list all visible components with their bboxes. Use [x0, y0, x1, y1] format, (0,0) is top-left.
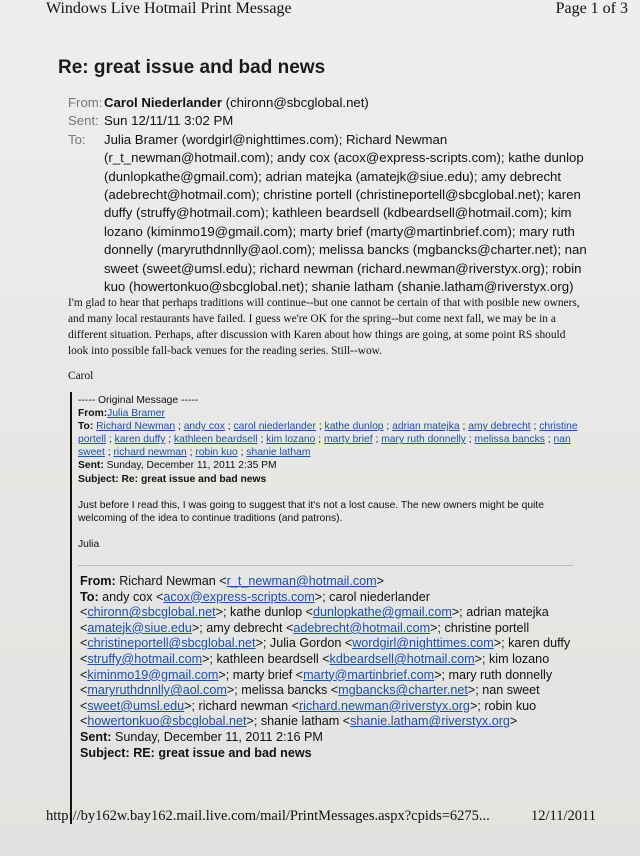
- sent-row: [68, 112, 588, 130]
- original-recipient-link[interactable]: amy debrecht: [468, 421, 531, 433]
- fwd-recipient-email-link[interactable]: mgbancks@charter.net: [338, 683, 468, 698]
- original-subject-row: [78, 473, 578, 486]
- original-to-label: To:: [78, 421, 94, 433]
- sent-label: Sent:: [68, 113, 99, 129]
- fwd-to-row: [80, 590, 578, 730]
- fwd-recipient-name: nan sweet: [482, 683, 540, 698]
- from-row: [68, 94, 588, 112]
- original-recipient-link[interactable]: karen duffy: [114, 434, 166, 446]
- original-subject-label: Subject:: [78, 473, 119, 485]
- message-header: [68, 94, 588, 296]
- from-name: Carol Niederlander: [104, 95, 222, 110]
- original-recipient-link[interactable]: nan sweet: [78, 434, 571, 459]
- to-label: To:: [68, 131, 86, 147]
- fwd-recipient-name: melissa bancks: [241, 683, 328, 698]
- fwd-recipient-name: kathe dunlop: [230, 605, 303, 620]
- fwd-sent-label: Sent:: [80, 729, 112, 744]
- fwd-recipient-name: Julia Gordon: [269, 636, 342, 651]
- from-value: [104, 94, 588, 112]
- original-sent-label: Sent:: [78, 460, 104, 472]
- print-header-title: Windows Live Hotmail Print Message: [46, 0, 292, 17]
- fwd-recipient-name: richard newman: [198, 698, 289, 713]
- quote-bar: [70, 392, 72, 824]
- original-recipient-link[interactable]: Richard Newman: [96, 421, 176, 433]
- fwd-subject-value: RE: great issue and bad news: [133, 745, 312, 760]
- fwd-from-name: Richard Newman: [119, 574, 216, 588]
- print-header-page-number: Page 1 of 3: [555, 0, 628, 17]
- fwd-recipient-email-link[interactable]: amatejk@siue.edu: [87, 620, 192, 635]
- message-subject: Re: great issue and bad news: [58, 57, 326, 78]
- fwd-recipient-name: andy cox: [102, 589, 153, 604]
- fwd-recipient-name: karen duffy: [508, 636, 571, 651]
- message-body: I'm glad to hear that perhaps traditions will continue--but one cannot be certain of that with posible new owners, and many local restaurants have failed. I guess we're OK for the spring--but come next fall, we may be in a different situation. Perhaps, after discussion with Karen about how things are going, at some point RS should look into possible fall-back venues for the reading series. Still--wow.: [68, 297, 580, 357]
- fwd-recipient-email-link[interactable]: maryruthdnnlly@aol.com: [87, 683, 227, 698]
- to-row: [68, 131, 588, 297]
- original-recipient-link[interactable]: kathleen beardsell: [174, 434, 258, 446]
- fwd-recipient-email-link[interactable]: kiminmo19@gmail.com: [87, 667, 219, 682]
- fwd-recipient-name: christine portell: [444, 620, 530, 635]
- original-subject-value: Re: great issue and bad news: [121, 473, 267, 485]
- fwd-recipient-email-link[interactable]: shanie.latham@riverstyx.org: [350, 714, 510, 729]
- fwd-recipient-email-link[interactable]: sweet@umsl.edu: [87, 698, 185, 713]
- fwd-to-list: andy cox <acox@express-scripts.com>; carol niederlander <chironn@sbcglobal.net>; kathe dunlop <dunlopkathe@gmail.com>; adrian matejka <amatejk@siue.edu>; amy debrecht <adebrecht@hotmail.com>; christine portell <christineportell@sbcglobal.net>; Julia Gordon <wordgirl@nighttimes.com>; karen duffy <struffy@hotmail.com>; kathleen beardsell <kdbeardsell@hotmail.com>; kim lozano <kiminmo19@gmail.com>; marty brief <marty@martinbrief.com>; mary ruth donnelly <maryruthdnnlly@aol.com>; melissa bancks <mgbancks@charter.net>; nan sweet <sweet@umsl.edu>; richard newman <richard.newman@riverstyx.org>; robin kuo <howertonkuo@sbcglobal.net>; shanie latham <shanie.latham@riverstyx.org>: [80, 589, 571, 729]
- original-sent-row: [78, 459, 578, 472]
- original-from-row: [78, 407, 578, 420]
- fwd-from-label: From:: [80, 574, 116, 588]
- divider: [78, 565, 573, 566]
- original-recipient-link[interactable]: mary ruth donnelly: [381, 434, 466, 446]
- fwd-recipient-email-link[interactable]: acox@express-scripts.com: [163, 589, 315, 604]
- fwd-recipient-email-link[interactable]: adebrecht@hotmail.com: [293, 620, 431, 635]
- original-to-list: Richard Newman ; andy cox ; carol niederlander ; kathe dunlop ; adrian matejka ; amy debrecht ; christine portell ; karen duffy ; kathleen beardsell ; kim lozano ; marty brief ; mary ruth donnelly ; melissa bancks ; nan sweet ; richard newman ; robin kuo ; shanie latham: [78, 421, 578, 459]
- original-from-link[interactable]: Julia Bramer: [107, 408, 165, 420]
- original-recipient-link[interactable]: andy cox: [183, 421, 225, 433]
- sent-value: Sun 12/11/11 3:02 PM: [104, 113, 234, 129]
- original-to-row: [78, 420, 578, 459]
- fwd-recipient-email-link[interactable]: marty@martinbrief.com: [303, 667, 435, 682]
- original-message: [78, 394, 578, 551]
- fwd-recipient-email-link[interactable]: richard.newman@riverstyx.org: [298, 698, 470, 713]
- original-recipient-link[interactable]: melissa bancks: [474, 434, 545, 446]
- to-recipients: Julia Bramer (wordgirl@nighttimes.com); Richard Newman (r_t_newman@hotmail.com); andy cox (acox@express-scripts.com); kathe dunlop (dunlopkathe@gmail.com); adrian matejka (amatejk@siue.edu); amy debrecht (adebrecht@hotmail.com); christine portell (christineportell@sbcglobal.net); karen duffy (struffy@hotmail.com); kathleen beardsell (kdbeardsell@hotmail.com); kim lozano (kiminmo19@gmail.com); marty brief (marty@martinbrief.com); mary ruth donnelly (maryruthdnnlly@aol.com); melissa bancks (mgbancks@charter.net); nan sweet (sweet@umsl.edu); richard newman (richard.newman@riverstyx.org); robin kuo (howertonkuo@sbcglobal.net); shanie latham (shanie.latham@riverstyx.org): [104, 131, 587, 295]
- from-email: (chironn@sbcglobal.net): [225, 95, 369, 110]
- original-body: Just before I read this, I was going to suggest that it's not a lost cause. The new owners might be quite welcoming of the idea to continue traditions (and patrons).: [78, 499, 544, 524]
- original-recipient-link[interactable]: adrian matejka: [392, 421, 460, 433]
- fwd-recipient-email-link[interactable]: dunlopkathe@gmail.com: [313, 605, 452, 620]
- original-recipient-link[interactable]: richard newman: [113, 447, 187, 459]
- fwd-sent-value: Sunday, December 11, 2011 2:16 PM: [114, 729, 323, 744]
- original-message-header: ----- Original Message -----: [78, 395, 199, 406]
- fwd-recipient-name: robin kuo: [484, 698, 537, 713]
- fwd-recipient-name: kim lozano: [489, 651, 550, 666]
- original-recipient-link[interactable]: marty brief: [323, 434, 373, 446]
- fwd-from-row: From: Richard Newman <r_t_newman@hotmail.com>: [80, 574, 384, 588]
- from-label: From:: [68, 95, 103, 110]
- fwd-recipient-email-link[interactable]: kdbeardsell@hotmail.com: [329, 651, 475, 666]
- fwd-from-email-link[interactable]: r_t_newman@hotmail.com: [226, 574, 377, 588]
- original-recipient-link[interactable]: robin kuo: [195, 447, 238, 459]
- fwd-recipient-name: shanie latham: [260, 714, 340, 729]
- fwd-recipient-email-link[interactable]: chironn@sbcglobal.net: [87, 605, 216, 620]
- fwd-recipient-name: amy debrecht: [206, 620, 283, 635]
- original-recipient-link[interactable]: christine portell: [78, 421, 578, 446]
- fwd-recipient-email-link[interactable]: struffy@hotmail.com: [87, 651, 203, 666]
- print-footer-url: http://by162w.bay162.mail.live.com/mail/PrintMessages.aspx?cpids=6275...: [46, 808, 490, 824]
- original-recipient-link[interactable]: kathe dunlop: [324, 421, 384, 433]
- fwd-recipient-email-link[interactable]: wordgirl@nighttimes.com: [352, 636, 494, 651]
- fwd-recipient-name: kathleen beardsell: [216, 651, 319, 666]
- fwd-recipient-email-link[interactable]: howertonkuo@sbcglobal.net: [87, 714, 247, 729]
- fwd-to-label: To:: [80, 589, 99, 604]
- fwd-recipient-name: marty brief: [232, 667, 293, 682]
- message-signature: Carol: [68, 370, 94, 382]
- original-recipient-link[interactable]: shanie latham: [246, 447, 311, 459]
- fwd-recipient-name: mary ruth donnelly: [448, 667, 553, 682]
- original-signature: Julia: [78, 538, 100, 550]
- forwarded-message: [80, 574, 578, 761]
- print-footer-date: 12/11/2011: [531, 808, 596, 824]
- original-recipient-link[interactable]: carol niederlander: [233, 421, 316, 433]
- fwd-recipient-name: adrian matejka: [466, 605, 549, 620]
- fwd-subject-label: Subject:: [80, 745, 130, 760]
- original-sent-value: Sunday, December 11, 2011 2:35 PM: [106, 460, 277, 472]
- fwd-sent-row: [80, 730, 578, 746]
- original-recipient-link[interactable]: kim lozano: [266, 434, 316, 446]
- fwd-recipient-name: carol niederlander: [329, 589, 430, 604]
- fwd-recipient-email-link[interactable]: christineportell@sbcglobal.net: [87, 636, 256, 651]
- fwd-subject-row: [80, 746, 578, 762]
- original-from-label: From:: [78, 408, 108, 420]
